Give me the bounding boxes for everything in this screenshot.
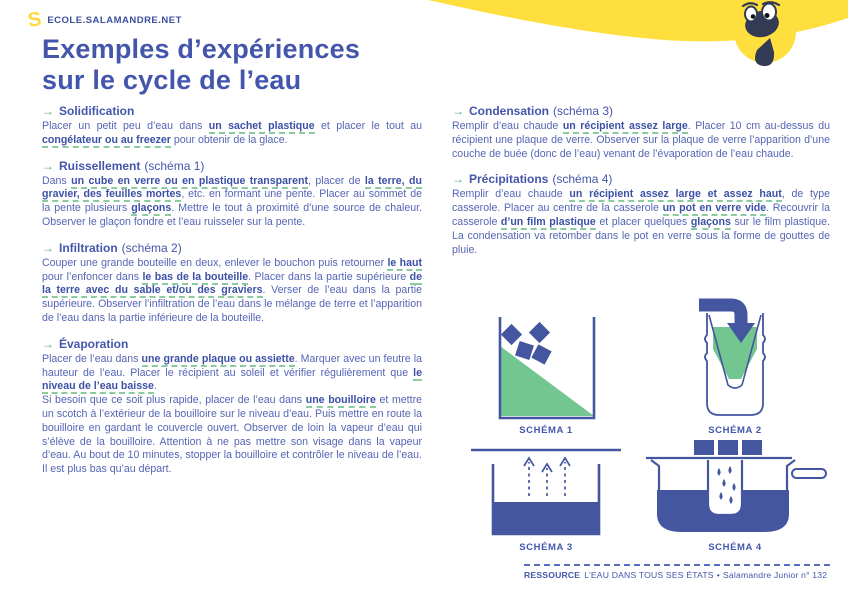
glass-pot (708, 460, 742, 515)
highlighted-term: un pot en verre vide (662, 202, 767, 215)
text-segment: Dans (42, 174, 72, 187)
paragraph (42, 120, 422, 148)
schema-4-diagram (640, 438, 830, 538)
section-heading-evaporation (42, 337, 422, 351)
left-column (42, 98, 422, 477)
vapor-arrows (524, 458, 570, 496)
text-segment: . Placer dans la partie supérieure (248, 270, 410, 283)
text-segment: . Verser de l’eau dans la partie supérieure. Observer l’infiltration de l’eau dans le mélange de terre et l’apparition de l’eau dans la partie inférieure de la bouteille. (42, 284, 422, 324)
text-segment: , placer de (308, 174, 365, 187)
schema-4-cell (640, 438, 830, 553)
heading-label: Ruissellement (59, 158, 141, 173)
arrow-icon: → (452, 104, 464, 118)
heading-label: Solidification (59, 104, 135, 118)
heading-label: Évaporation (59, 336, 129, 351)
highlighted-term: un récipient assez large (562, 120, 688, 132)
salamander-mascot-icon (743, 2, 782, 66)
arrow-icon: → (42, 336, 54, 351)
highlighted-term: un sachet plastique (208, 120, 315, 132)
text-segment: . Placer 10 cm au-dessus du récipient une plaque de verre. Observer sur la plaque de verre l’apparition d’une couche de buée (donc de l’eau) venant de l’évaporation de l’eau chaude. (452, 120, 830, 160)
section-heading-condensation (452, 104, 830, 118)
highlighted-term: le haut (387, 256, 422, 269)
arrow-icon: → (42, 240, 54, 255)
schema-label: SCHÉMA 2 (708, 425, 762, 436)
text-segment: . Recouvrir la casserole (452, 202, 830, 228)
arrow-icon: → (42, 158, 54, 173)
highlighted-term: congélateur ou au freezer (42, 133, 171, 146)
schema-label: SCHÉMA 3 (519, 542, 573, 553)
highlighted-term: glaçons (131, 202, 172, 215)
heading-suffix: (schéma 2) (121, 240, 182, 255)
pan-handle (792, 469, 826, 478)
text-segment: pour l’enfoncer dans (42, 270, 143, 283)
highlighted-term: la terre, du gravier, des feuilles mortes (42, 174, 422, 201)
schema-3-diagram (471, 446, 621, 538)
schema-3-cell (452, 438, 640, 553)
text-segment: . Marquer avec un feutre la hauteur de l’eau. Placer le récipient au soleil et vérifier régulièrement que (42, 352, 422, 379)
arrow-icon: → (42, 104, 54, 118)
heading-suffix: (schéma 4) (552, 172, 613, 187)
text-segment: Si besoin que ce soit plus rapide, placer de l’eau dans (42, 394, 306, 407)
resource-footer (524, 564, 830, 580)
heading-label: Infiltration (59, 240, 118, 255)
section-heading-precipitations (452, 172, 830, 186)
text-segment: et mettre un scotch à l’extérieur de la bouilloire sur le niveau d’eau. Puis mettre en route la bouilloire en gardant le couvercle ouvert. Observer de loin la vapeur d’eau qui s’élève de la bouilloire. Attention à ne pas mettre son visage dans la vapeur d’eau. Au bout de 10 minutes, stopper la bouilloire et contrôler le niveau de l’eau. Il est plus bas qu’au départ. (42, 394, 422, 476)
text-segment: sur le film plastique. La condensation va retomber dans le pot en verre sous la forme de gouttes de pluie. (452, 215, 830, 256)
text-segment: . Mettre le tout à proximité d’une source de chaleur. Observer le glaçon fondre et l’eau ruisseler sur la pente. (42, 202, 422, 228)
bullet-icon: • (716, 570, 720, 580)
page-title (42, 34, 360, 95)
paragraph (42, 353, 422, 394)
resource-tag: RESSOURCE (524, 570, 581, 580)
highlighted-term: un récipient assez large et assez haut (569, 188, 782, 201)
text-segment: . (153, 380, 157, 393)
text-segment: Remplir d’eau chaude (452, 188, 570, 201)
right-column (452, 98, 830, 257)
paragraph (42, 394, 422, 477)
section-heading-infiltration (42, 241, 422, 255)
title-line-1: Exemples d’expériences (42, 34, 361, 64)
heading-label: Précipitations (469, 172, 549, 187)
issue-number: Salamandre Junior n° 132 (722, 570, 828, 580)
section-heading-ruissellement (42, 159, 422, 173)
highlighted-term: un cube en verre ou en plastique transparent (71, 174, 309, 187)
arrow-icon: → (452, 172, 464, 187)
schema-diagrams-grid (452, 296, 830, 553)
paragraph (42, 257, 422, 326)
heading-label: Condensation (469, 104, 549, 118)
highlighted-term: de la terre avec du sable et/ou des graviers (42, 270, 423, 297)
heading-suffix: (schéma 3) (553, 104, 614, 118)
highlighted-term: le bas de la bouteille (142, 270, 249, 283)
text-segment: Placer de l’eau dans (42, 352, 142, 365)
paragraph (452, 188, 830, 257)
mascot-backdrop-circle (734, 1, 796, 63)
schema-2-diagram (685, 297, 785, 421)
water (494, 502, 598, 533)
text-segment: , etc. en formant une pente. Placer au sommet de la pente plusieurs (42, 188, 423, 215)
text-segment: pour obtenir de la glace. (170, 133, 288, 146)
schema-label: SCHÉMA 4 (708, 542, 762, 553)
resource-title: L’EAU DANS TOUS SES ÉTATS (584, 570, 714, 580)
paragraph (42, 175, 422, 230)
highlighted-term: une grande plaque ou assiette (141, 352, 295, 365)
text-segment: , de type casserole. Placer au centre de la casserole (452, 188, 830, 215)
heading-suffix: (schéma 1) (144, 158, 205, 173)
paragraph (452, 120, 830, 161)
highlighted-term: glaçons (690, 215, 731, 228)
text-segment: Placer un petit peu d’eau dans (42, 120, 209, 132)
text-segment: et placer le tout au (314, 120, 422, 132)
site-brand[interactable] (28, 10, 182, 30)
text-segment: Couper une grande bouteille en deux, enlever le bouchon puis retourner (42, 256, 388, 269)
highlighted-term: d’un film plastique (500, 215, 596, 228)
salamandre-logo-icon: S (26, 8, 43, 32)
highlighted-term: le niveau de l’eau baisse (42, 366, 422, 393)
site-url: ECOLE.SALAMANDRE.NET (47, 14, 182, 26)
text-segment: et placer quelques (595, 215, 691, 228)
schema-label: SCHÉMA 1 (519, 425, 573, 436)
ice-cubes (694, 440, 762, 455)
title-line-2: sur le cycle de l’eau (42, 64, 302, 95)
highlighted-term: une bouilloire (305, 394, 376, 407)
schema-2-cell (640, 296, 830, 436)
text-segment: Remplir d’eau chaude (452, 120, 563, 132)
schema-1-cell (452, 296, 640, 436)
schema-1-diagram (490, 315, 602, 421)
section-heading-solidification (42, 104, 422, 118)
